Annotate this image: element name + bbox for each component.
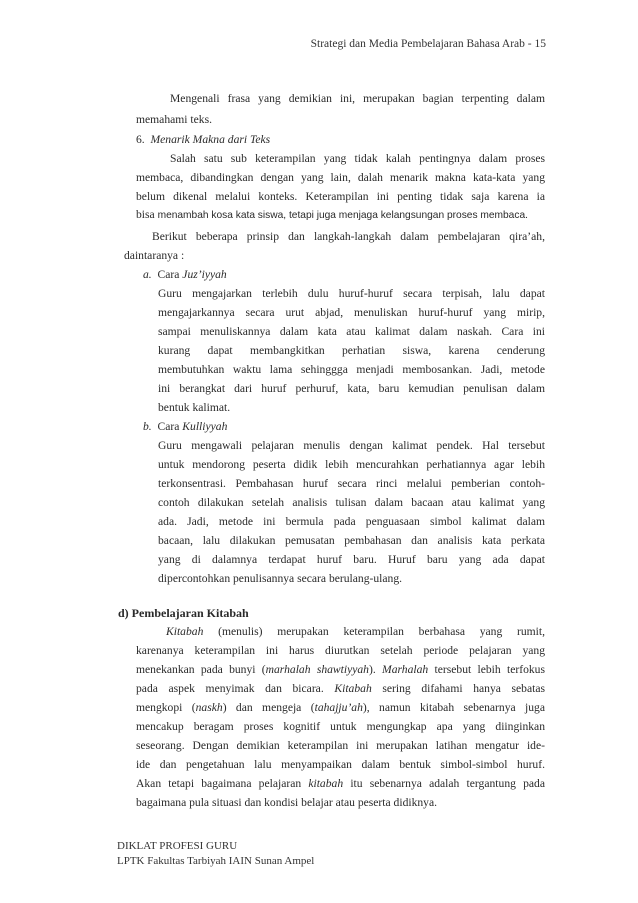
text-run: itu sebenarnya adalah tergantung pada <box>343 777 545 790</box>
term: Marhalah <box>382 663 429 676</box>
paragraph-line: membaca, dibandingkan dengan yang lain, dalah menarik makna kata-kata yang <box>136 171 545 184</box>
list-item-a-heading <box>143 266 227 284</box>
paragraph-line: untuk mendorong peserta didik lebih mencurahkan perhatiannya agar lebih <box>158 458 545 471</box>
paragraph-line: daintaranya : <box>124 249 185 262</box>
text-run: (menulis) merupakan keterampilan berbahasa yang rumit, <box>203 625 545 638</box>
paragraph-line: ide dan pengetahuan lalu menyampaikan dalam bentuk simbol-simbol huruf. <box>136 758 545 771</box>
paragraph-line: contoh dilakukan setelah analisis tulisan dalam bacaan atau kalimat yang <box>158 496 545 509</box>
term: kitabah <box>308 777 344 790</box>
paragraph-line <box>136 661 545 679</box>
list-number: 6. <box>136 133 145 146</box>
term: Kitabah <box>166 625 204 638</box>
paragraph-line: yang di dalamnya terdapat huruf baru. Huruf baru yang ada dapat <box>158 553 545 566</box>
term: Kitabah <box>334 682 372 695</box>
paragraph-line: Mengenali frasa yang demikian ini, merupakan bagian terpenting dalam <box>170 92 545 105</box>
text-run: menekankan pada bunyi ( <box>136 663 266 676</box>
text-run: ) dan mengeja ( <box>222 701 315 714</box>
text-run: tersebut lebih terfokus <box>428 663 545 676</box>
paragraph-line: belum dikenal melalui konteks. Keterampilan ini penting tidak saja karena ia <box>136 190 545 203</box>
paragraph-line: terkonsentrasi. Pembahasan huruf secara rinci melalui pemberian contoh- <box>158 477 545 490</box>
list-term: Juz’iyyah <box>182 268 227 281</box>
text-run: sering difahami hanya sebatas <box>371 682 546 695</box>
text-run: bisa <box>136 208 158 221</box>
list-label: Cara <box>157 268 183 281</box>
paragraph-line: mencakup beragam proses kognitif untuk mengungkap apa yang diinginkan <box>136 720 545 733</box>
term: naskh <box>195 701 223 714</box>
paragraph-line: ada. Jadi, metode ini bermula pada penguasaan simbol kalimat dalam <box>158 515 545 528</box>
list-letter: a. <box>143 268 152 281</box>
paragraph-line: kurang dapat membangkitkan perhatian siswa, karena cenderung <box>158 344 545 357</box>
paragraph-line: seseorang. Dengan demikian keterampilan ini merupakan latihan mengatur ide- <box>136 739 545 752</box>
text-run: mengkopi ( <box>136 701 196 714</box>
paragraph-line: Guru mengawali pelajaran menulis dengan kalimat pendek. Hal tersebut <box>158 439 545 452</box>
list-letter: b. <box>143 420 152 433</box>
sans-text-run: menambah kosa kata siswa, tetapi juga menjaga kelangsungan proses membaca. <box>157 210 528 221</box>
term: tahajju’ah <box>314 701 363 714</box>
paragraph-line: bentuk kalimat. <box>158 401 231 414</box>
paragraph-line: sampai menuliskannya dalam kata atau kalimat dalam naskah. Cara ini <box>158 325 545 338</box>
paragraph-line: ini berangkat dari huruf perhuruf, kata, baru kemudian penulisan dalam <box>158 382 545 395</box>
paragraph-line <box>136 680 545 698</box>
text-run: ), namun kitabah sebenarnya juga <box>362 701 545 714</box>
paragraph-line: bacaan, lalu dilakukan pemusatan pembahasan dan analisis kata perkata <box>158 534 545 547</box>
paragraph-line: Berikut beberapa prinsip dan langkah-langkah dalam pembelajaran qira’ah, <box>152 230 545 243</box>
text-run: Akan tetapi bagaimana pelajaran <box>136 777 309 790</box>
paragraph-line <box>166 623 545 641</box>
paragraph-line <box>136 775 545 793</box>
paragraph-line: dipercontohkan penulisannya secara berulang-ulang. <box>158 572 403 585</box>
paragraph-line: membutuhkan waktu lama sehinggga menjadi membosankan. Jadi, metode <box>158 363 545 376</box>
paragraph-line: Guru mengajarkan terlebih dulu huruf-huruf secara terpisah, lalu dapat <box>158 287 545 300</box>
paragraph-line: bagaimana pula situasi dan kondisi belajar atau peserta didiknya. <box>136 796 438 809</box>
term: marhalah shawtiyyah <box>265 663 369 676</box>
section-heading: d) Pembelajaran Kitabah <box>118 606 249 620</box>
list-item-6-heading <box>136 131 270 149</box>
list-item-b-heading <box>143 418 227 436</box>
list-title: Menarik Makna dari Teks <box>150 133 271 146</box>
paragraph-line: karenanya keterampilan ini harus diurutkan setelah periode pelajaran yang <box>136 644 545 657</box>
paragraph-line <box>136 206 528 225</box>
page-header: Strategi dan Media Pembelajaran Bahasa Arab - 15 <box>310 38 546 50</box>
footer-line-1: DIKLAT PROFESI GURU <box>117 840 238 852</box>
paragraph-line: Salah satu sub keterampilan yang tidak kalah pentingnya dalam proses <box>170 152 545 165</box>
text-run: pada aspek menyimak dan bicara. <box>136 682 335 695</box>
list-term: Kulliyyah <box>182 420 228 433</box>
paragraph-line: mengajarkannya secara urut abjad, menuliskan huruf-huruf yang mirip, <box>158 306 545 319</box>
footer-line-2: LPTK Fakultas Tarbiyah IAIN Sunan Ampel <box>117 855 315 867</box>
text-run: ). <box>368 663 383 676</box>
paragraph-line: memahami teks. <box>136 113 212 126</box>
list-label: Cara <box>157 420 183 433</box>
paragraph-line <box>136 699 545 717</box>
